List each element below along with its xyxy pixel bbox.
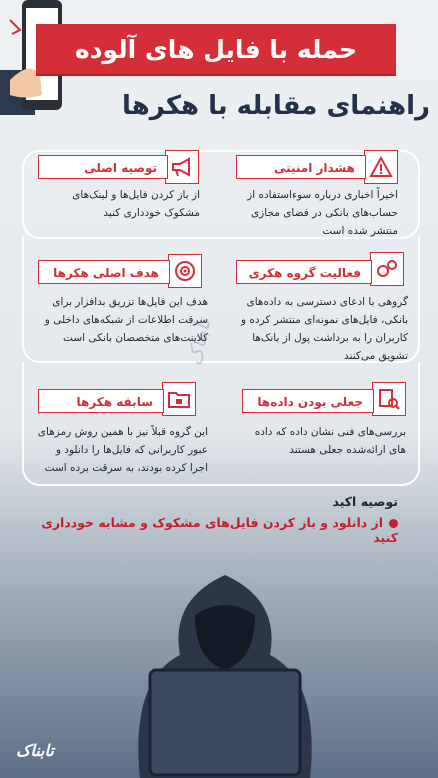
warning-triangle-icon [364,150,398,184]
card-title-main-advice: توصیه اصلی [38,155,168,179]
card-title-hackers-main-goal: هدف اصلی هکرها [38,260,170,284]
megaphone-icon [165,150,199,184]
target-icon [168,254,202,288]
bullet-icon [389,519,398,528]
hacker-illustration [110,560,340,778]
gears-icon [370,252,404,286]
card-text-fake-data: بررسی‌های فنی نشان داده که داده های ارائه‌شده جعلی هستند [254,426,406,456]
brand-logo: تابناک [16,741,54,760]
card-text-hackers-main-goal: هدف این فایل‌ها تزریق بدافزار برای سرقت اطلاعات از شبکه‌های داخلی و کلاینت‌های متخصصان بانکی است [44,296,208,344]
card-text-security-warning: اخیراً اخباری درباره سوءاستفاده از حساب‌های بانکی در فضای مجازی منتشر شده است [247,189,398,237]
document-search-icon [372,382,406,416]
tip-text-row [38,515,398,545]
page-subtitle: راهنمای مقابله با هکرها [121,91,430,121]
card-text-hackers-history: این گروه قبلاً نیز با همین روش رمزهای عبور کاربرانی که فایل‌ها را دانلود و اجرا کرده بودند، به سرقت برده است [37,426,208,474]
tip-heading: توصیه اکید [332,494,398,509]
card-title-hacker-group-activity: فعالیت گروه هکری [236,260,372,284]
folder-lock-icon [162,382,196,416]
card-title-security-warning: هشدار امنیتی [236,155,366,179]
watermark: تابناک [181,316,216,368]
card-text-hacker-group-activity: گروهی با ادعای دسترسی به داده‌های بانکی، فایل‌های نمونه‌ای منتشر کرده و کاربران را به برداشت پول از بانک‌ها تشویق می‌کنند [241,296,408,362]
card-title-hackers-history: سابقه هکرها [38,389,164,413]
page-title: حمله با فایل های آلوده [36,24,396,74]
tip-text: از دانلود و باز کردن فایل‌های مشکوک و مشابه خودداری کنید [41,515,398,545]
card-title-fake-data: جعلی بودن داده‌ها [242,389,374,413]
card-text-main-advice: از باز کردن فایل‌ها و لینک‌های مشکوک خودداری کنید [72,189,200,219]
